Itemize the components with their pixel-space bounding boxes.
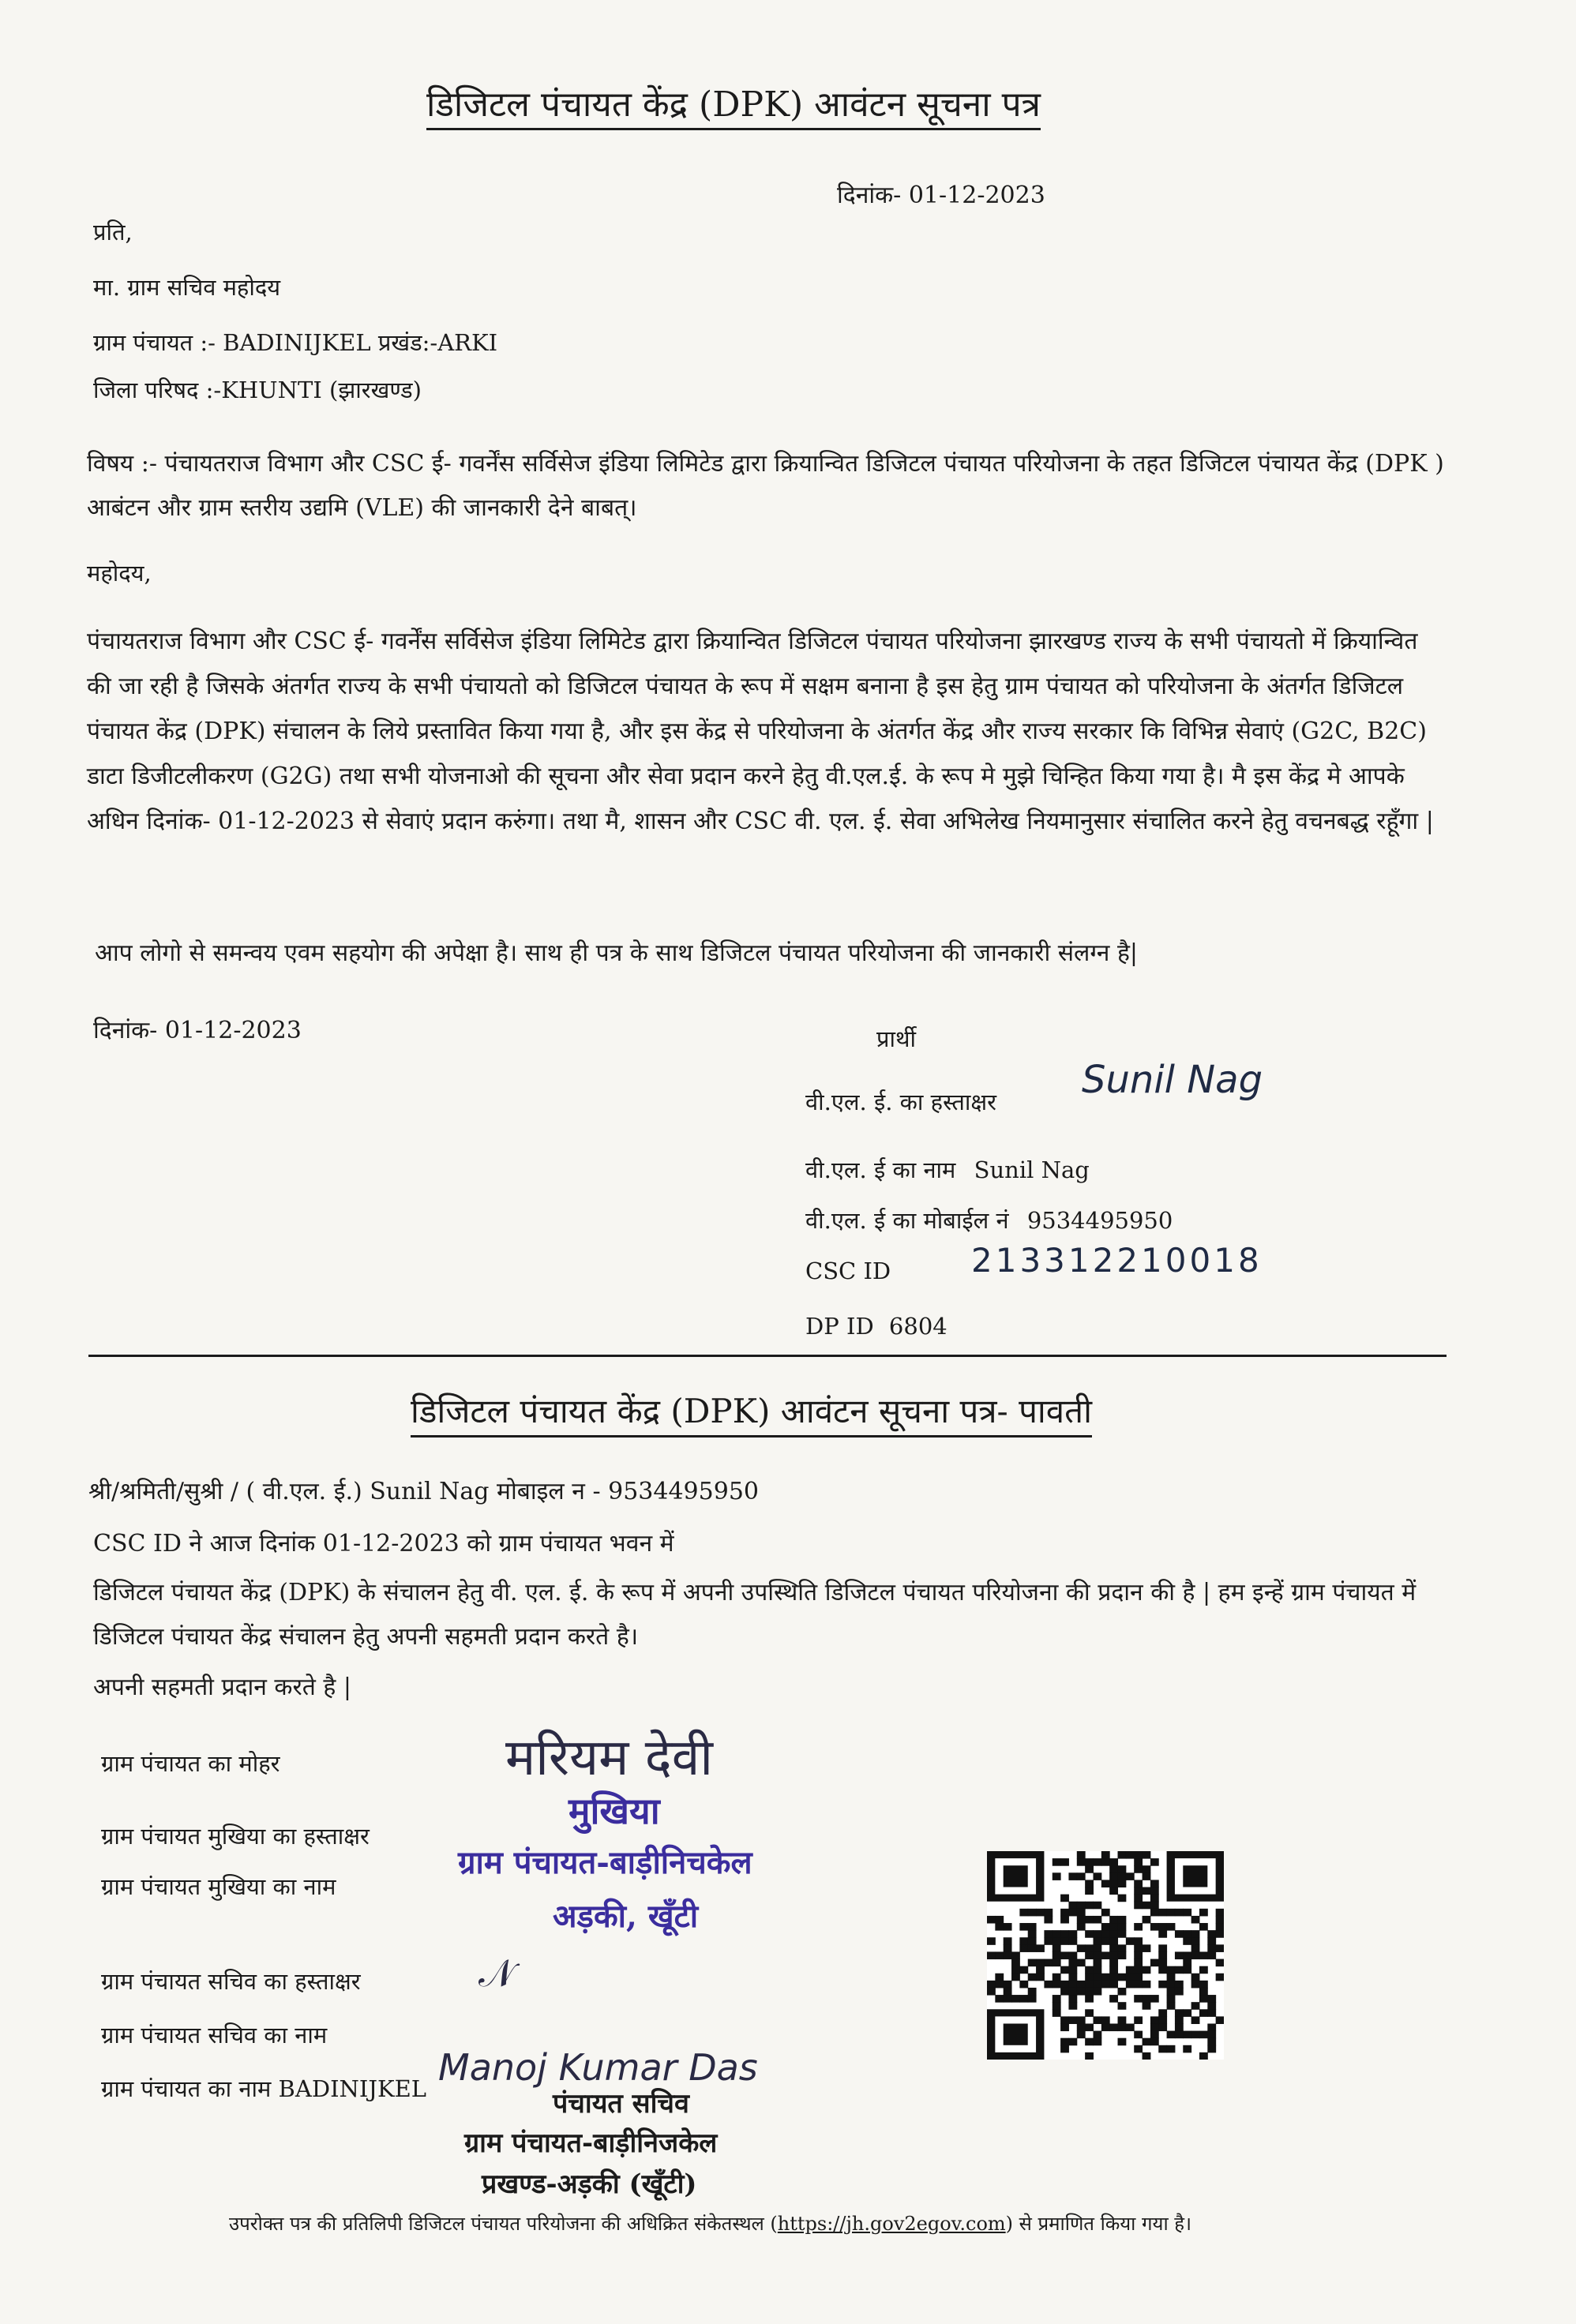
vle-mobile-label: वी.एल. ई का मोबाईल नं: [805, 1207, 1009, 1234]
qr-code-icon: [987, 1851, 1224, 2060]
letter-date: दिनांक- 01-12-2023: [837, 182, 1045, 209]
mukhiya-stamp-gp: ग्राम पंचायत-बाड़ीनिचकेल: [458, 1844, 752, 1881]
request-line: आप लोगो से समन्वय एवम सहयोग की अपेक्षा है। साथ ही पत्र के साथ डिजिटल पंचायत परियोजना की जानकारी संलग्न है|: [95, 939, 1139, 967]
vle-name-label: वी.एल. ई का नाम: [805, 1156, 956, 1183]
footer-note: [229, 2210, 1191, 2236]
subject: विषय :- पंचायतराज विभाग और CSC ई- गवर्नेंस सर्विसेज इंडिया लिमिटेड द्वारा क्रियान्वित डिजिटल पंचायत परियोजना के तहत डिजिटल पंचायत केंद्र (DPK ) आबंटन और ग्राम स्तरीय उद्यमि (VLE) की जानकारी देने बाबत्।: [87, 450, 1444, 522]
vle-mobile-row: [805, 1200, 1173, 1241]
sachiv-initials-icon: 𝒩: [478, 1951, 515, 1996]
recipient-line3: जिला परिषद :-KHUNTI (झारखण्ड): [93, 377, 422, 403]
csc-id-label: CSC ID: [805, 1258, 891, 1284]
receipt-line4: अपनी सहमती प्रदान करते है |: [93, 1674, 351, 1701]
sachiv-stamp-gp: ग्राम पंचायत-बाड़ीनिजकेल: [464, 2127, 718, 2159]
sachiv-stamp-title: पंचायत सचिव: [553, 2088, 689, 2120]
vle-name-row: [805, 1149, 1090, 1190]
footer-text-before: उपरोक्त पत्र की प्रतिलिपी डिजिटल पंचायत परियोजना की अधिक्रित संकेतस्थल (: [229, 2213, 778, 2235]
sachiv-stamp-place: प्रखण्ड-अड़की (खूँटी): [482, 2168, 697, 2200]
sachiv-signature: Manoj Kumar Das: [438, 2046, 758, 2089]
dp-id-row: [805, 1306, 947, 1347]
section-divider: [88, 1355, 1447, 1357]
vle-signature: Sunil Nag: [1082, 1058, 1263, 1102]
sachiv-signature-label: ग्राम पंचायत सचिव का हस्ताक्षर: [101, 1968, 361, 1995]
footer-text-after: ) से प्रमाणित किया गया है।: [1005, 2213, 1192, 2235]
applicant-heading: प्रार्थी: [876, 1025, 917, 1052]
dp-id-label: DP ID: [805, 1313, 874, 1340]
vle-mobile: 9534495950: [1026, 1207, 1173, 1234]
mukhiya-name-label: ग्राम पंचायत मुखिया का नाम: [101, 1873, 336, 1900]
mukhiya-signature-label: ग्राम पंचायत मुखिया का हस्ताक्षर: [101, 1823, 370, 1850]
page-title: डिजिटल पंचायत केंद्र (DPK) आवंटन सूचना पत्र: [426, 79, 1041, 126]
footer-link[interactable]: https://jh.gov2egov.com: [777, 2213, 1006, 2235]
csc-id-value: 213312210018: [971, 1241, 1263, 1280]
recipient-line2: ग्राम पंचायत :- BADINIJKEL प्रखंड:-ARKI: [93, 329, 498, 356]
receipt-line2: CSC ID ने आज दिनांक 01-12-2023 को ग्राम पंचायत भवन में: [93, 1530, 674, 1557]
mukhiya-signature: मरियम देवी: [505, 1729, 713, 1787]
mukhiya-stamp-place: अड़की, खूँटी: [553, 1898, 699, 1935]
date-left: दिनांक- 01-12-2023: [93, 1017, 302, 1044]
sachiv-name-label: ग्राम पंचायत सचिव का नाम: [101, 2022, 328, 2048]
gp-name-label: ग्राम पंचायत का नाम BADINIJKEL: [101, 2075, 427, 2102]
body-paragraph: पंचायतराज विभाग और CSC ई- गवर्नेंस सर्विसेज इंडिया लिमिटेड द्वारा क्रियान्वित डिजिटल पंचायत परियोजना झारखण्ड राज्य के सभी पंचायतो में क्रियान्वित की जा रही है जिसके अंतर्गत राज्य के सभी पंचायतो को डिजिटल पंचायत के रूप में सक्षम बनाना है इस हेतु ग्राम पंचायत को परियोजना के अंतर्गत डिजिटल पंचायत केंद्र (DPK) संचालन के लिये प्रस्तावित किया गया है, और इस केंद्र से परियोजना के अंतर्गत केंद्र और राज्य सरकार कि विभिन्न सेवाएं (G2C, B2C) डाटा डिजीटलीकरण (G2G) तथा सभी योजनाओ की सूचना और सेवा प्रदान करने हेतु वी.एल.ई. के रूप मे मुझे चिन्हित किया गया है। मै इस केंद्र मे आपके अधिन दिनांक- 01-12-2023 से सेवाएं प्रदान करुंगा। तथा मै, शासन और CSC वी. एल. ई. सेवा अभिलेख नियमानुसार संचालित करने हेतु वचनबद्ध रहूँगा |: [87, 628, 1434, 835]
vle-signature-label: वी.एल. ई. का हस्ताक्षर: [805, 1089, 997, 1115]
receipt-title: डिजिटल पंचायत केंद्र (DPK) आवंटन सूचना पत्र- पावती: [411, 1388, 1092, 1433]
recipient-line1: मा. ग्राम सचिव महोदय: [93, 274, 281, 301]
mukhiya-stamp-title: मुखिया: [568, 1790, 660, 1832]
vle-name: Sunil Nag: [974, 1156, 1090, 1183]
receipt-line1: श्री/श्रमिती/सुश्री / ( वी.एल. ई.) Sunil Nag मोबाइल न - 9534495950: [88, 1478, 759, 1505]
dp-id-value: 6804: [888, 1313, 947, 1340]
seal-label: ग्राम पंचायत का मोहर: [101, 1750, 280, 1777]
recipient-to: प्रति,: [93, 219, 133, 246]
salutation: महोदय,: [87, 560, 152, 587]
receipt-line3: डिजिटल पंचायत केंद्र (DPK) के संचालन हेतु वी. एल. ई. के रूप में अपनी उपस्थिति डिजिटल पंचायत परियोजना की प्रदान की है | हम इन्हें ग्राम पंचायत में डिजिटल पंचायत केंद्र संचालन हेतु अपनी सहमती प्रदान करते है।: [93, 1579, 1417, 1651]
